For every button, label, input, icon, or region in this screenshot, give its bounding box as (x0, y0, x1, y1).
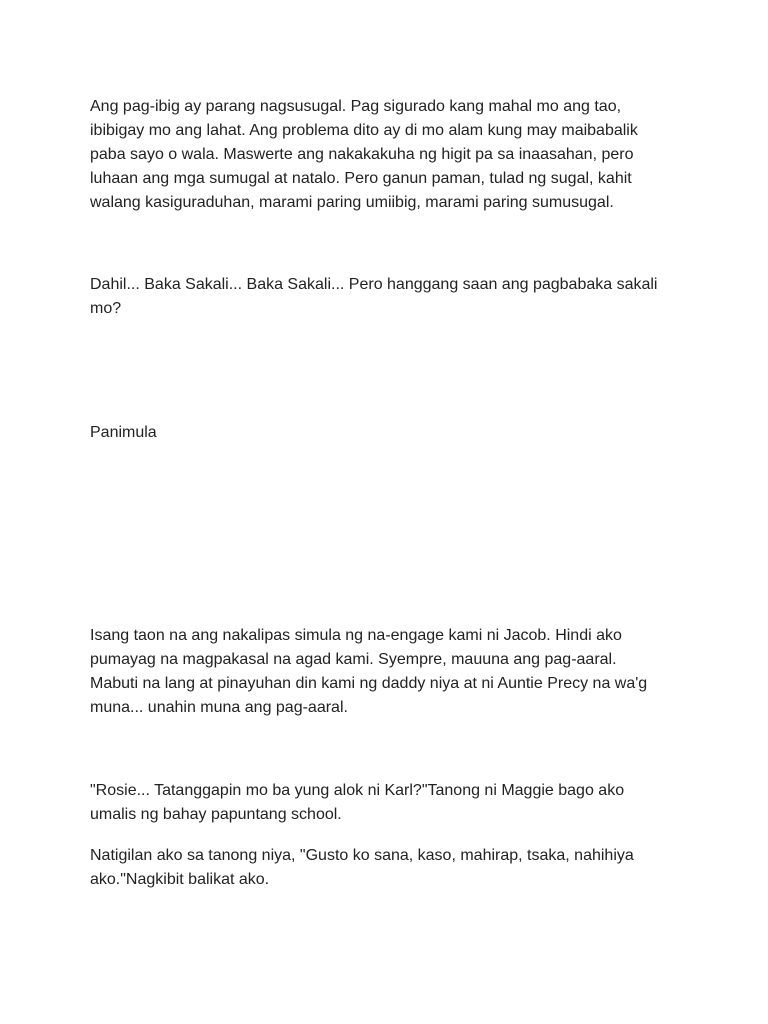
paragraph-intro: Ang pag-ibig ay parang nagsusugal. Pag sigurado kang mahal mo ang tao, ibibigay mo ang lahat. Ang problema dito ay di mo alam kung may maibabalik paba sayo o wala. Maswerte ang nakakakuha ng higit pa sa inaasahan, pero luhaan ang mga sumugal at natalo. Pero ganun paman, tulad ng sugal, kahit walang kasiguraduhan, marami paring umiibig, marami paring sumusugal. (90, 98, 638, 211)
paragraph-tagline: Dahil... Baka Sakali... Baka Sakali... Pero hanggang saan ang pagbabaka sakali mo? (90, 276, 658, 317)
paragraph-story-2: "Rosie... Tatanggapin mo ba yung alok ni Karl?"Tanong ni Maggie bago ako umalis ng bahay papuntang school. (90, 782, 625, 823)
section-heading: Panimula (90, 424, 157, 441)
paragraph-story-3: Natigilan ako sa tanong niya, "Gusto ko sana, kaso, mahirap, tsaka, nahihiya ako."Nagkibit balikat ako. (90, 847, 634, 888)
paragraph-story-1: Isang taon na ang nakalipas simula ng na-engage kami ni Jacob. Hindi ako pumayag na magpakasal na agad kami. Syempre, mauuna ang pag-aaral. Mabuti na lang at pinayuhan din kami ng daddy niya at ni Auntie Precy na wa'g muna... unahin muna ang pag-aaral. (90, 627, 648, 716)
